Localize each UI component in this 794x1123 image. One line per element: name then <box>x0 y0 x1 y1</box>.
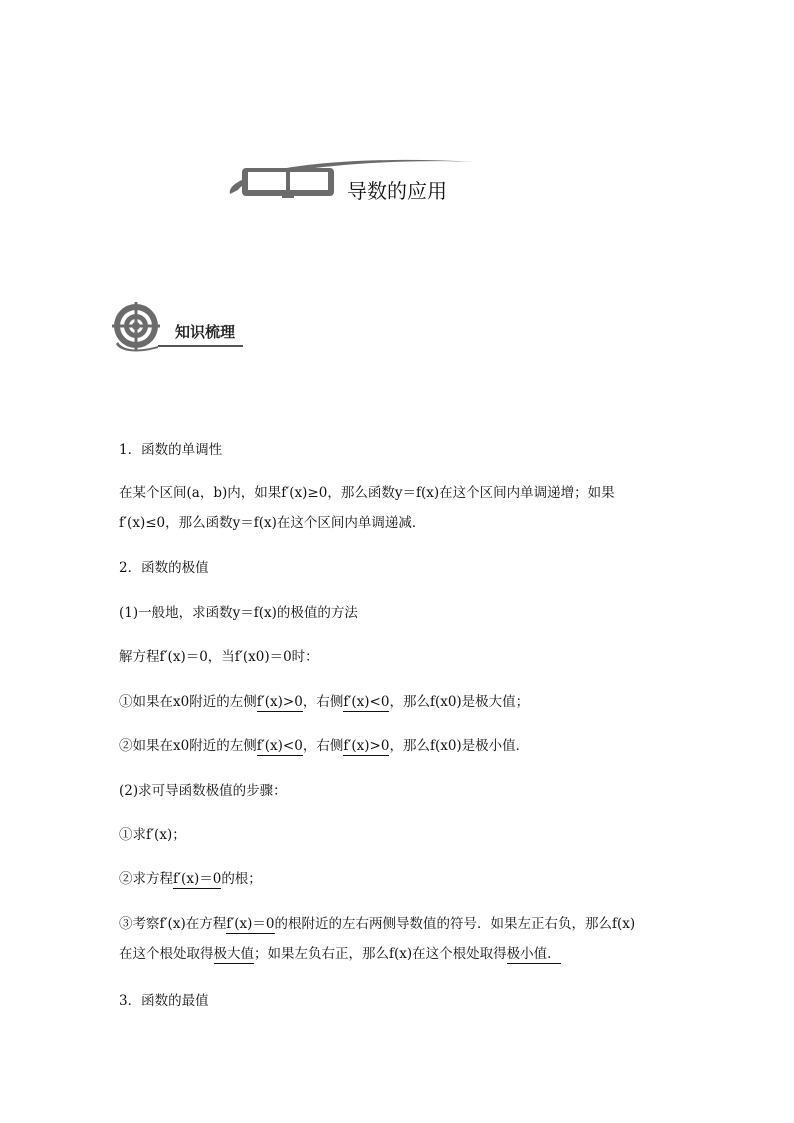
paragraph-line: ③考察f′(x)在方程f′(x)＝0的根附近的左右两侧导数值的符号．如果左正右负，那么f(x) <box>119 916 636 932</box>
section-header <box>108 300 248 356</box>
underlined-answer: f′(x)<0 <box>256 738 303 754</box>
paragraph-line: (1)一般地，求函数y＝f(x)的极值的方法 <box>119 605 358 621</box>
heading-extremum: 2．函数的极值 <box>119 560 209 576</box>
underlined-answer: 极小值． <box>506 946 561 962</box>
paragraph-line: 在某个区间(a，b)内，如果f′(x)≥0，那么函数y＝f(x)在这个区间内单调递增；如果 <box>119 485 615 501</box>
page-title: 导数的应用 <box>347 179 447 203</box>
heading-max-min: 3．函数的最值 <box>119 993 209 1009</box>
paragraph-line: ②如果在x0附近的左侧f′(x)<0，右侧f′(x)>0，那么f(x0)是极小值． <box>119 738 530 754</box>
section-underline <box>158 345 243 347</box>
paragraph-line: 解方程f′(x)＝0，当f′(x0)＝0时： <box>119 649 319 665</box>
underlined-answer: f′(x)＝0 <box>226 916 275 932</box>
paragraph-line: ①如果在x0附近的左侧f′(x)>0，右侧f′(x)<0，那么f(x0)是极大值； <box>119 694 530 710</box>
section-title: 知识梳理 <box>175 323 236 341</box>
underlined-answer: f′(x)>0 <box>256 694 303 710</box>
paragraph-line: ①求f′(x)； <box>119 827 186 843</box>
underlined-answer: 极大值 <box>213 946 254 962</box>
paragraph-line: 在这个根处取得极大值；如果左负右正，那么f(x)在这个根处取得极小值． <box>119 946 561 962</box>
paragraph-line: (2)求可导函数极值的步骤： <box>119 783 287 799</box>
title-banner <box>222 150 482 210</box>
underlined-answer: f′(x)<0 <box>343 694 390 710</box>
paragraph-line: ②求方程f′(x)＝0的根； <box>119 871 262 887</box>
paragraph-line: f′(x)≤0，那么函数y＝f(x)在这个区间内单调递减． <box>119 515 426 531</box>
heading-monotonicity: 1．函数的单调性 <box>119 442 223 458</box>
underlined-answer: f′(x)＝0 <box>173 871 222 887</box>
underlined-answer: f′(x)>0 <box>343 738 390 754</box>
